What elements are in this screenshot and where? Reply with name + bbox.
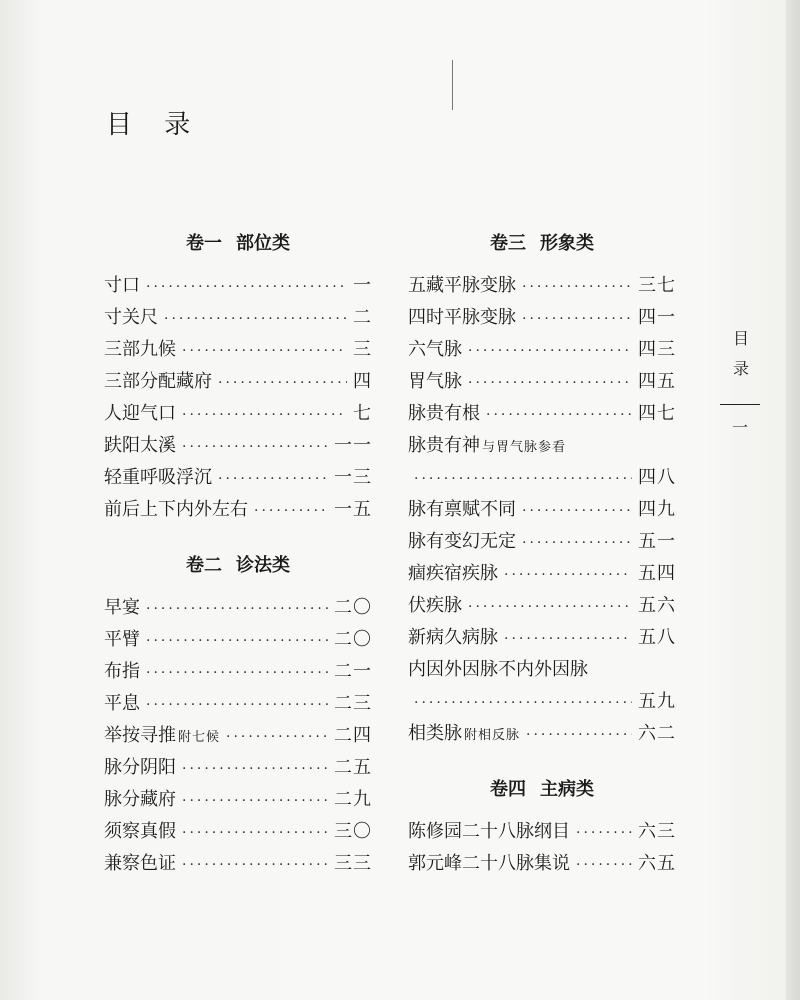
leader-dots — [182, 335, 347, 367]
entry-note: 与胃气脉参看 — [482, 440, 567, 455]
toc-entry[interactable] — [104, 848, 372, 880]
entry-page: 一五 — [334, 499, 372, 520]
leader-dots — [182, 431, 328, 463]
toc-entry[interactable] — [408, 590, 676, 622]
entry-page: 三七 — [638, 275, 676, 296]
leader-dots — [146, 625, 328, 657]
toc-left-column — [104, 226, 372, 880]
toc-entry[interactable] — [104, 784, 372, 816]
entry-title: 六气脉 — [408, 339, 462, 360]
entry-page: 四七 — [638, 403, 676, 424]
leader-dots — [468, 591, 632, 623]
entry-title: 四时平脉变脉 — [408, 307, 516, 328]
entry-page: 二一 — [334, 661, 372, 682]
entry-page: 六三 — [638, 821, 676, 842]
leader-dots — [468, 367, 632, 399]
toc-entry[interactable] — [408, 366, 676, 398]
entry-title: 胃气脉 — [408, 371, 462, 392]
toc-entry[interactable] — [408, 718, 676, 750]
entry-title: 寸口 — [104, 275, 140, 296]
toc-entry[interactable] — [408, 430, 676, 462]
toc-entry-continuation[interactable] — [408, 462, 676, 494]
entry-title: 脉分藏府 — [104, 789, 176, 810]
toc-entry[interactable] — [408, 654, 676, 686]
section-volume: 卷一 — [186, 233, 222, 254]
toc-entry[interactable] — [408, 526, 676, 558]
entry-title: 人迎气口 — [104, 403, 176, 424]
section-name: 形象类 — [540, 233, 594, 254]
section-heading-vol3 — [408, 226, 676, 262]
entry-page: 二五 — [334, 757, 372, 778]
entry-page: 五六 — [638, 595, 676, 616]
toc-entry[interactable] — [408, 334, 676, 366]
leader-dots — [414, 463, 632, 495]
entry-page: 一三 — [334, 467, 372, 488]
entry-page: 三三 — [334, 853, 372, 874]
entry-page: 一一 — [334, 435, 372, 456]
leader-dots — [576, 817, 632, 849]
leader-dots — [218, 463, 328, 495]
entry-title: 三部九候 — [104, 339, 176, 360]
toc-entry[interactable] — [104, 720, 372, 752]
toc-entry[interactable] — [408, 270, 676, 302]
entry-page: 三〇 — [334, 821, 372, 842]
section-name: 主病类 — [540, 779, 594, 800]
entry-page: 四 — [353, 371, 372, 392]
toc-entry[interactable] — [408, 494, 676, 526]
entry-page: 三 — [353, 339, 372, 360]
entry-title: 前后上下内外左右 — [104, 499, 248, 520]
entry-title: 新病久病脉 — [408, 627, 498, 648]
entry-page: 四五 — [638, 371, 676, 392]
running-head-title: 目录 — [730, 330, 750, 390]
entry-page: 五四 — [638, 563, 676, 584]
entry-title: 痼疾宿疾脉 — [408, 563, 498, 584]
entry-page: 二〇 — [334, 597, 372, 618]
entry-title: 陈修园二十八脉纲目 — [408, 821, 570, 842]
entry-title: 布指 — [104, 661, 140, 682]
page-number: 一 — [731, 418, 748, 437]
leader-dots — [504, 623, 632, 655]
entry-title: 伏疾脉 — [408, 595, 462, 616]
entry-page: 六五 — [638, 853, 676, 874]
leader-dots — [226, 721, 328, 753]
toc-entry[interactable] — [408, 302, 676, 334]
entry-note: 附七候 — [178, 730, 221, 745]
entry-title: 脉有变幻无定 — [408, 531, 516, 552]
leader-dots — [254, 495, 328, 527]
page-edge — [786, 0, 800, 1000]
entry-page: 四一 — [638, 307, 676, 328]
toc-entry[interactable] — [104, 752, 372, 784]
leader-dots — [522, 303, 632, 335]
toc-entry[interactable] — [408, 622, 676, 654]
entry-title: 脉贵有根 — [408, 403, 480, 424]
section-volume: 卷四 — [490, 779, 526, 800]
entry-title: 早宴 — [104, 597, 140, 618]
entry-note: 附相反脉 — [464, 728, 521, 743]
toc-entry[interactable] — [104, 592, 372, 624]
entry-page: 二四 — [334, 725, 372, 746]
running-head — [720, 310, 760, 438]
entry-page: 五八 — [638, 627, 676, 648]
entry-title: 内因外因脉不内外因脉 — [408, 659, 588, 680]
toc-entry[interactable] — [104, 624, 372, 656]
toc-entry[interactable] — [104, 816, 372, 848]
leader-dots — [182, 817, 328, 849]
leader-dots — [164, 303, 347, 335]
toc-entry[interactable] — [104, 398, 372, 430]
entry-page: 四三 — [638, 339, 676, 360]
toc-entry[interactable] — [408, 558, 676, 590]
entry-title: 趺阳太溪 — [104, 435, 176, 456]
toc-entry[interactable] — [104, 366, 372, 398]
leader-dots — [504, 559, 632, 591]
toc-entry[interactable] — [104, 494, 372, 526]
entry-title: 脉分阴阳 — [104, 757, 176, 778]
entry-title: 举按寻推 — [104, 725, 176, 746]
toc-entry[interactable] — [104, 430, 372, 462]
leader-dots — [218, 367, 347, 399]
entry-page: 二 — [353, 307, 372, 328]
entry-title: 五藏平脉变脉 — [408, 275, 516, 296]
page-fold-line — [452, 60, 453, 110]
section-name: 部位类 — [236, 233, 290, 254]
toc-entry[interactable] — [104, 688, 372, 720]
leader-dots — [414, 687, 632, 719]
toc-entry[interactable] — [104, 334, 372, 366]
leader-dots — [576, 849, 632, 881]
entry-title: 脉贵有神 — [408, 435, 480, 456]
leader-dots — [522, 495, 632, 527]
entry-page: 二〇 — [334, 629, 372, 650]
leader-dots — [468, 335, 632, 367]
entry-page: 四九 — [638, 499, 676, 520]
entry-title: 三部分配藏府 — [104, 371, 212, 392]
entry-page: 五一 — [638, 531, 676, 552]
entry-title: 相类脉 — [408, 723, 462, 744]
entry-page: 五九 — [638, 691, 676, 712]
section-name: 诊法类 — [236, 555, 290, 576]
entry-title: 平息 — [104, 693, 140, 714]
entry-page: 一 — [353, 275, 372, 296]
leader-dots — [182, 849, 328, 881]
toc-right-column — [408, 226, 676, 880]
section-volume: 卷二 — [186, 555, 222, 576]
section-heading-vol1 — [104, 226, 372, 262]
entry-title: 须察真假 — [104, 821, 176, 842]
entry-page: 二三 — [334, 693, 372, 714]
leader-dots — [182, 399, 347, 431]
toc-entry[interactable] — [408, 816, 676, 848]
section-volume: 卷三 — [490, 233, 526, 254]
entry-page: 六二 — [638, 723, 676, 744]
toc-entry[interactable] — [104, 302, 372, 334]
entry-title: 脉有禀赋不同 — [408, 499, 516, 520]
toc-entry[interactable] — [104, 462, 372, 494]
entry-title: 郭元峰二十八脉集说 — [408, 853, 570, 874]
section-heading-vol4 — [408, 772, 676, 808]
section-heading-vol2 — [104, 548, 372, 584]
toc-entry-continuation[interactable] — [408, 686, 676, 718]
entry-title: 兼察色证 — [104, 853, 176, 874]
leader-dots — [146, 593, 328, 625]
leader-dots — [182, 753, 328, 785]
page-title: 目 录 — [106, 110, 203, 140]
leader-dots — [486, 399, 632, 431]
entry-page: 四八 — [638, 467, 676, 488]
entry-title: 寸关尺 — [104, 307, 158, 328]
leader-dots — [522, 527, 632, 559]
entry-title: 平臂 — [104, 629, 140, 650]
running-head-rule — [720, 404, 760, 405]
entry-page: 二九 — [334, 789, 372, 810]
leader-dots — [146, 657, 328, 689]
leader-dots — [146, 271, 347, 303]
toc-entry[interactable] — [408, 848, 676, 880]
toc-entry[interactable] — [104, 656, 372, 688]
leader-dots — [182, 785, 328, 817]
leader-dots — [522, 271, 632, 303]
leader-dots — [526, 719, 632, 751]
leader-dots — [146, 689, 328, 721]
toc-entry[interactable] — [408, 398, 676, 430]
entry-title: 轻重呼吸浮沉 — [104, 467, 212, 488]
entry-page: 七 — [353, 403, 372, 424]
toc-entry[interactable] — [104, 270, 372, 302]
